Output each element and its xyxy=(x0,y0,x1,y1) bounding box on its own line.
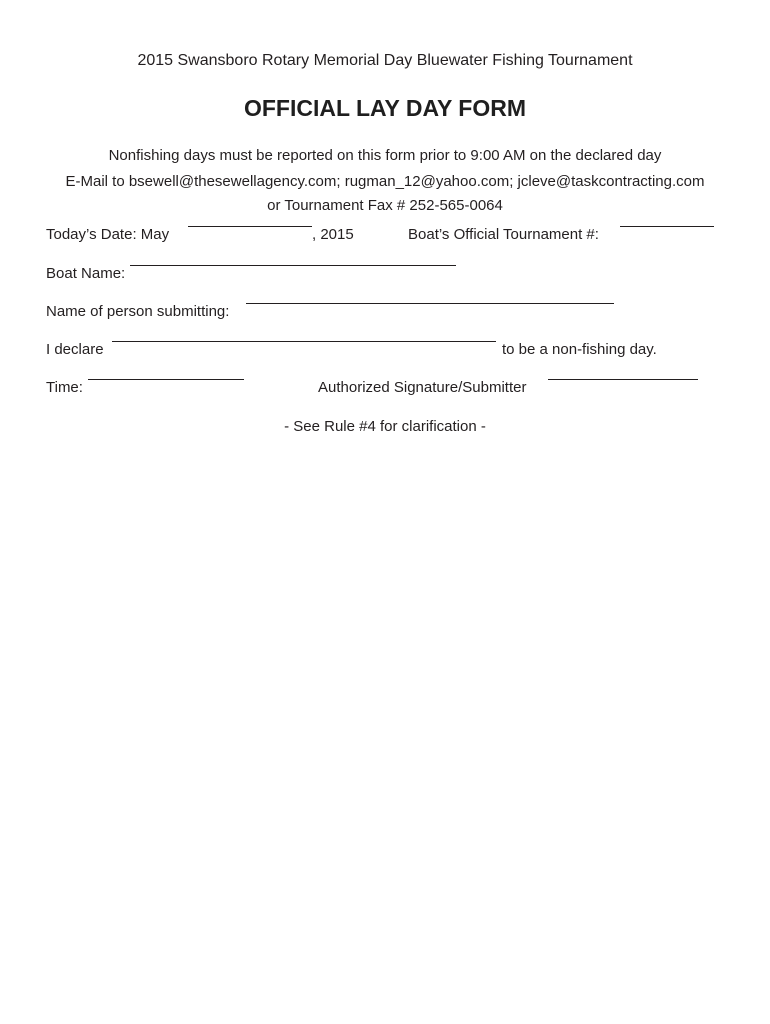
time-field[interactable] xyxy=(88,377,244,395)
form-title: OFFICIAL LAY DAY FORM xyxy=(243,95,526,121)
time-signature-row xyxy=(46,379,726,399)
tournament-subtitle: 2015 Swansboro Rotary Memorial Day Bluewater Fishing Tournament xyxy=(137,52,633,69)
submitter-row xyxy=(46,303,726,323)
boat-name-field[interactable] xyxy=(130,263,456,281)
submitter-field[interactable] xyxy=(246,301,614,319)
declare-day-field[interactable] xyxy=(112,339,496,357)
email-instruction: E-Mail to bsewell@thesewellagency.com; rugman_12@yahoo.com; jcleve@taskcontracting.com xyxy=(65,173,705,190)
boat-name-row xyxy=(46,265,726,285)
boat-number-field[interactable] xyxy=(620,224,714,242)
fax-instruction: or Tournament Fax # 252-565-0064 xyxy=(267,197,503,214)
declare-suffix: to be a non-fishing day. xyxy=(502,341,657,358)
declare-row xyxy=(46,341,726,361)
signature-label: Authorized Signature/Submitter xyxy=(318,379,527,396)
rule-clarification-note: - See Rule #4 for clarification - xyxy=(284,418,486,435)
declare-label: I declare xyxy=(46,341,104,358)
time-label: Time: xyxy=(46,379,83,396)
boat-name-label: Boat Name: xyxy=(46,265,126,282)
date-row xyxy=(46,226,726,246)
boat-number-label: Boat’s Official Tournament #: xyxy=(408,226,599,243)
signature-field[interactable] xyxy=(548,377,698,395)
submitter-label: Name of person submitting: xyxy=(46,303,230,320)
date-field[interactable] xyxy=(188,224,312,242)
deadline-instruction: Nonfishing days must be reported on this form prior to 9:00 AM on the declared day xyxy=(108,147,662,164)
date-label: Today’s Date: May xyxy=(46,226,170,243)
year-label: , 2015 xyxy=(312,226,354,243)
